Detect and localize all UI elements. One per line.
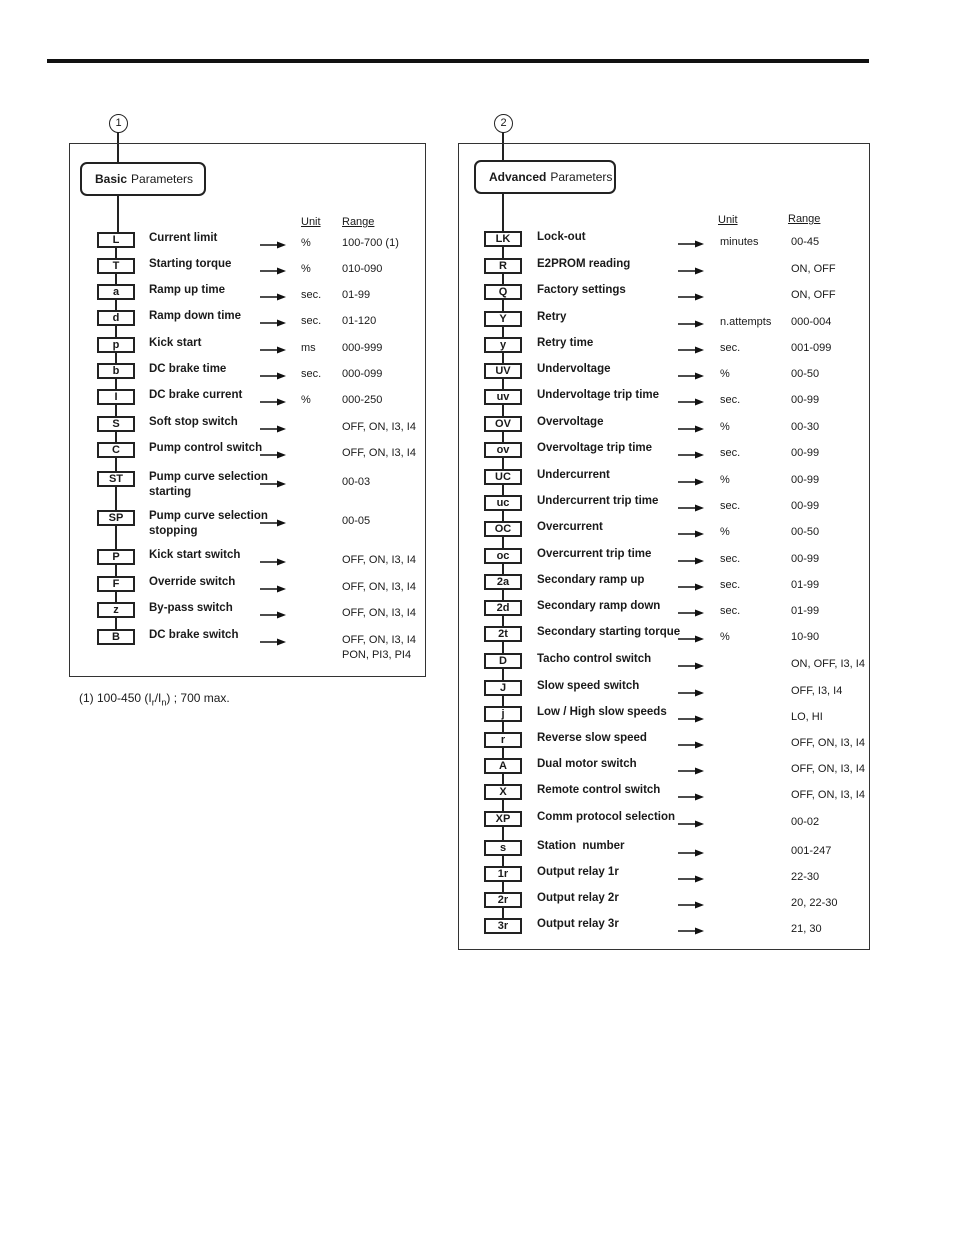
arrow-icon — [678, 315, 704, 323]
footnote-prefix: (1) 100-450 (I — [79, 691, 152, 705]
connector-line — [502, 193, 504, 231]
arrow-icon — [678, 420, 704, 428]
arrow-icon — [678, 525, 704, 533]
parameter-unit: sec. — [301, 315, 322, 327]
footnote-sub-r: r — [151, 697, 155, 708]
parameter-name: DC brake current — [149, 389, 243, 401]
parameter-name: Output relay 3r — [537, 918, 619, 930]
parameter-range: 100-700 (1) — [342, 237, 399, 249]
arrow-icon — [260, 314, 286, 322]
arrow-icon — [678, 710, 704, 718]
arrow-icon — [678, 870, 704, 878]
parameter-code: p — [97, 337, 135, 353]
parameter-unit: % — [720, 368, 730, 380]
section-number-1: 1 — [109, 114, 128, 133]
parameter-name: Lock-out — [537, 231, 586, 243]
parameter-name: Starting torque — [149, 258, 232, 270]
parameter-name: Pump control switch — [149, 442, 263, 454]
parameter-range: 01-99 — [791, 579, 820, 591]
parameter-name: Undercurrent — [537, 469, 610, 481]
parameter-name: Secondary starting torque — [537, 626, 681, 638]
parameter-range: OFF, ON, I3, I4 — [791, 737, 865, 749]
arrow-icon — [678, 657, 704, 665]
arrow-icon — [678, 473, 704, 481]
footnote — [79, 691, 230, 707]
parameter-code: uv — [484, 389, 522, 405]
parameter-range: 00-99 — [791, 553, 820, 565]
parameter-range: OFF, ON, I3, I4 — [342, 421, 416, 433]
arrow-icon — [678, 788, 704, 796]
footnote-suffix: ) ; 700 max. — [166, 691, 230, 705]
parameter-range: 010-090 — [342, 263, 383, 275]
parameter-code: A — [484, 758, 522, 774]
arrow-icon — [678, 552, 704, 560]
parameter-code: F — [97, 576, 135, 592]
arrow-icon — [678, 736, 704, 744]
unit-header: Unit — [718, 214, 738, 226]
parameter-name: Pump curve selection stopping — [149, 510, 268, 537]
parameter-range: 00-02 — [791, 816, 820, 828]
parameter-unit: sec. — [720, 394, 741, 406]
arrow-icon — [678, 844, 704, 852]
arrow-icon — [678, 815, 704, 823]
parameter-name: Overvoltage — [537, 416, 604, 428]
parameter-range: OFF, ON, I3, I4 — [791, 789, 865, 801]
parameter-code: SP — [97, 510, 135, 526]
parameter-code: 3r — [484, 918, 522, 934]
parameter-name: Soft stop switch — [149, 416, 238, 428]
parameter-range: 22-30 — [791, 871, 820, 883]
parameter-code: X — [484, 784, 522, 800]
parameter-unit: sec. — [301, 368, 322, 380]
arrow-icon — [260, 633, 286, 641]
arrow-icon — [678, 578, 704, 586]
arrow-icon — [678, 604, 704, 612]
parameter-code: j — [484, 706, 522, 722]
parameter-unit: % — [720, 474, 730, 486]
parameter-range: 00-50 — [791, 368, 820, 380]
arrow-icon — [260, 393, 286, 401]
arrow-icon — [678, 630, 704, 638]
section-number-2: 2 — [494, 114, 513, 133]
title-rest: Parameters — [550, 170, 613, 184]
parameter-name: Slow speed switch — [537, 680, 640, 692]
parameter-code: Y — [484, 311, 522, 327]
arrow-icon — [260, 580, 286, 588]
range-header: Range — [342, 216, 375, 228]
parameter-unit: sec. — [720, 447, 741, 459]
parameter-range: 21, 30 — [791, 923, 822, 935]
parameter-unit: % — [301, 237, 311, 249]
range-header: Range — [788, 213, 821, 225]
parameter-name: Tacho control switch — [537, 653, 652, 665]
parameter-code: C — [97, 442, 135, 458]
connector-line — [117, 194, 119, 232]
parameter-code: r — [484, 732, 522, 748]
parameter-code: I — [97, 389, 135, 405]
parameter-code: J — [484, 680, 522, 696]
parameter-code: LK — [484, 231, 522, 247]
parameter-name: Comm protocol selection — [537, 811, 676, 823]
footnote-mid: /I — [154, 691, 162, 705]
parameter-code: R — [484, 258, 522, 274]
parameter-code: 2t — [484, 626, 522, 642]
parameter-range: OFF, ON, I3, I4 — [342, 447, 416, 459]
advanced-parameters-title — [474, 160, 616, 194]
parameter-range: 01-99 — [342, 289, 371, 301]
parameter-range: 10-90 — [791, 631, 820, 643]
parameter-range: 000-999 — [342, 342, 383, 354]
parameter-code: ov — [484, 442, 522, 458]
arrow-icon — [260, 262, 286, 270]
parameter-unit: % — [720, 421, 730, 433]
arrow-icon — [260, 514, 286, 522]
arrow-icon — [678, 288, 704, 296]
parameter-range: OFF, ON, I3, I4 — [342, 607, 416, 619]
parameter-name: Undervoltage — [537, 363, 611, 375]
parameter-unit: % — [720, 526, 730, 538]
arrow-icon — [678, 684, 704, 692]
arrow-icon — [678, 762, 704, 770]
parameter-range: 00-03 — [342, 476, 371, 488]
arrow-icon — [678, 235, 704, 243]
parameter-code: B — [97, 629, 135, 645]
parameter-name: E2PROM reading — [537, 258, 631, 270]
parameter-name: Low / High slow speeds — [537, 706, 667, 718]
parameter-name: Overvoltage trip time — [537, 442, 653, 454]
parameter-range: 00-50 — [791, 526, 820, 538]
arrow-icon — [260, 236, 286, 244]
parameter-name: Retry time — [537, 337, 594, 349]
parameter-code: P — [97, 549, 135, 565]
parameter-unit: ms — [301, 342, 316, 354]
parameter-unit: sec. — [720, 605, 741, 617]
parameter-code: S — [97, 416, 135, 432]
parameter-range: OFF, ON, I3, I4 PON, PI3, PI4 — [342, 634, 416, 661]
title-bold: Advanced — [489, 170, 547, 184]
parameter-code: XP — [484, 811, 522, 827]
parameter-range: 000-004 — [791, 316, 832, 328]
parameter-code: Q — [484, 284, 522, 300]
arrow-icon — [260, 446, 286, 454]
parameter-code: oc — [484, 548, 522, 564]
parameter-code: OV — [484, 416, 522, 432]
parameter-range: OFF, ON, I3, I4 — [342, 554, 416, 566]
parameter-name: Output relay 1r — [537, 866, 619, 878]
parameter-code: y — [484, 337, 522, 353]
parameter-unit: sec. — [720, 579, 741, 591]
parameter-unit: sec. — [720, 500, 741, 512]
parameter-range: 00-99 — [791, 447, 820, 459]
footnote-sub-n: n — [161, 697, 167, 708]
arrow-icon — [678, 922, 704, 930]
parameter-name: Retry — [537, 311, 567, 323]
parameter-name: Factory settings — [537, 284, 626, 296]
parameter-name: By-pass switch — [149, 602, 233, 614]
parameter-code: UV — [484, 363, 522, 379]
arrow-icon — [678, 446, 704, 454]
parameter-range: 01-120 — [342, 315, 377, 327]
parameter-range: 00-30 — [791, 421, 820, 433]
parameter-unit: sec. — [301, 289, 322, 301]
arrow-icon — [260, 420, 286, 428]
parameter-code: b — [97, 363, 135, 379]
parameter-code: z — [97, 602, 135, 618]
parameter-code: d — [97, 310, 135, 326]
parameter-range: 00-99 — [791, 474, 820, 486]
parameter-range: OFF, ON, I3, I4 — [342, 581, 416, 593]
parameter-name: Secondary ramp up — [537, 574, 645, 586]
parameter-unit: % — [301, 394, 311, 406]
unit-header: Unit — [301, 216, 321, 228]
parameter-code: a — [97, 284, 135, 300]
parameter-range: 000-099 — [342, 368, 383, 380]
parameter-code: UC — [484, 469, 522, 485]
parameter-name: Ramp up time — [149, 284, 226, 296]
parameter-name: Output relay 2r — [537, 892, 619, 904]
parameter-code: uc — [484, 495, 522, 511]
parameter-name: Station number — [537, 840, 625, 852]
parameter-unit: % — [301, 263, 311, 275]
parameter-range: LO, HI — [791, 711, 823, 723]
arrow-icon — [678, 896, 704, 904]
parameter-range: 01-99 — [791, 605, 820, 617]
parameter-name: Ramp down time — [149, 310, 242, 322]
parameter-name: Undervoltage trip time — [537, 389, 660, 401]
parameter-range: 20, 22-30 — [791, 897, 838, 909]
parameter-code: L — [97, 232, 135, 248]
parameter-unit: minutes — [720, 236, 759, 248]
parameter-range: ON, OFF, I3, I4 — [791, 658, 865, 670]
title-rest: Parameters — [131, 172, 194, 186]
arrow-icon — [260, 367, 286, 375]
parameter-range: 000-250 — [342, 394, 383, 406]
parameter-name: Overcurrent trip time — [537, 548, 652, 560]
parameter-name: Pump curve selection starting — [149, 471, 268, 498]
parameter-range: 001-099 — [791, 342, 832, 354]
parameter-name: Overcurrent — [537, 521, 603, 533]
arrow-icon — [678, 367, 704, 375]
parameter-name: Kick start switch — [149, 549, 241, 561]
title-bold: Basic — [95, 172, 128, 186]
parameter-code: 1r — [484, 866, 522, 882]
parameter-code: OC — [484, 521, 522, 537]
parameter-unit: sec. — [720, 553, 741, 565]
parameter-range: ON, OFF — [791, 289, 836, 301]
parameter-code: T — [97, 258, 135, 274]
arrow-icon — [260, 553, 286, 561]
arrow-icon — [260, 606, 286, 614]
parameter-unit: % — [720, 631, 730, 643]
parameter-code: ST — [97, 471, 135, 487]
parameter-name: Secondary ramp down — [537, 600, 661, 612]
parameter-name: Dual motor switch — [537, 758, 637, 770]
arrow-icon — [260, 341, 286, 349]
parameter-range: OFF, I3, I4 — [791, 685, 843, 697]
arrow-icon — [260, 475, 286, 483]
parameter-code: 2a — [484, 574, 522, 590]
parameter-range: 001-247 — [791, 845, 832, 857]
parameter-unit: n.attempts — [720, 316, 772, 328]
parameter-name: Undercurrent trip time — [537, 495, 659, 507]
arrow-icon — [678, 393, 704, 401]
parameter-code: s — [484, 840, 522, 856]
parameter-name: Override switch — [149, 576, 236, 588]
parameter-code: 2d — [484, 600, 522, 616]
parameter-name: DC brake time — [149, 363, 227, 375]
parameter-unit: sec. — [720, 342, 741, 354]
top-rule — [47, 59, 869, 63]
basic-parameters-title — [80, 162, 206, 196]
parameter-range: ON, OFF — [791, 263, 836, 275]
parameter-code: D — [484, 653, 522, 669]
arrow-icon — [678, 341, 704, 349]
parameter-name: Reverse slow speed — [537, 732, 647, 744]
arrow-icon — [260, 288, 286, 296]
arrow-icon — [678, 499, 704, 507]
parameter-name: Kick start — [149, 337, 202, 349]
parameter-name: Remote control switch — [537, 784, 661, 796]
parameter-range: 00-99 — [791, 394, 820, 406]
arrow-icon — [678, 262, 704, 270]
parameter-range: OFF, ON, I3, I4 — [791, 763, 865, 775]
parameter-range: 00-99 — [791, 500, 820, 512]
parameter-range: 00-45 — [791, 236, 820, 248]
parameter-code: 2r — [484, 892, 522, 908]
parameter-range: 00-05 — [342, 515, 371, 527]
parameter-name: Current limit — [149, 232, 218, 244]
parameter-name: DC brake switch — [149, 629, 239, 641]
